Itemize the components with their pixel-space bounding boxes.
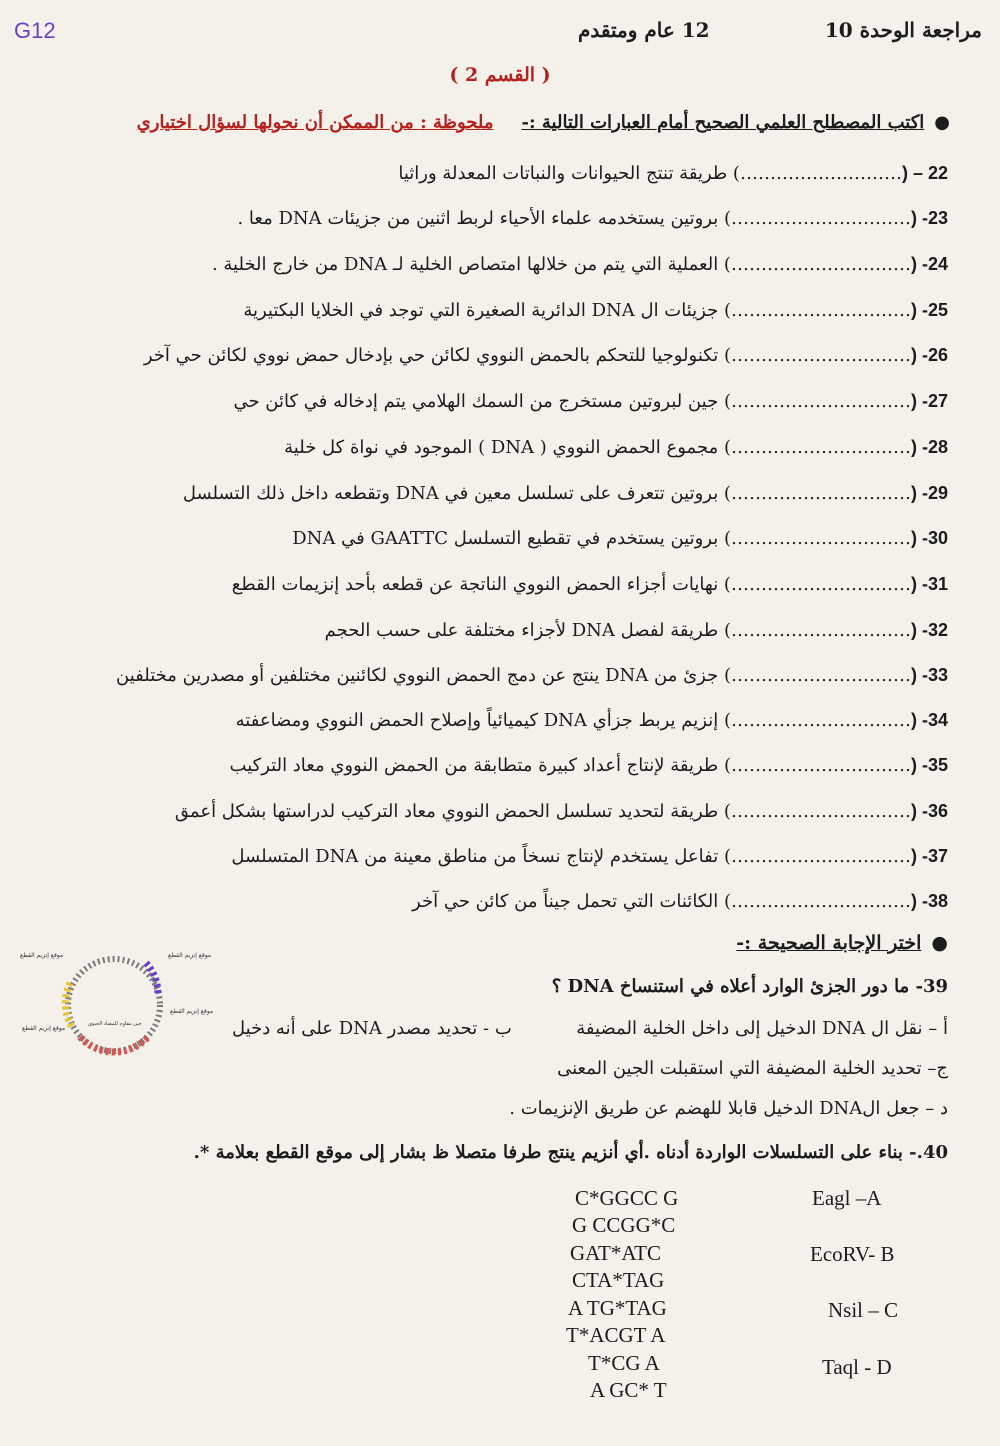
question-text: ) الكائنات التي تحمل جيناً من كائن حي آخر [412,891,731,912]
enzyme-a-bottom-strand: G CCGG*C [572,1213,676,1237]
question-number: 22 – ( [901,163,948,183]
question-text: ) مجموع الحمض النووي ( DNA ) الموجود في نواة كل خلية [284,437,731,458]
question-24 [212,249,948,279]
answer-blank: ………………………… [730,665,911,686]
question-number: 30- ( [910,528,948,548]
option-c: ج– تحديد الخلية المضيفة التي استقبلت الجين المعنى [557,1058,948,1079]
question-32 [325,615,948,645]
question-35 [230,750,948,780]
question-33 [116,660,948,690]
plasmid-yellow-segment [65,983,72,1027]
enzyme-a-top-strand: C*GGCC G [575,1186,679,1210]
instructions [137,112,950,133]
option-d: د – جعل الDNA الدخيل قابلا للهضم عن طريق الإنزيمات . [509,1098,948,1119]
enzyme-d-top-strand: T*CG A [588,1351,660,1375]
page-title: مراجعة الوحدة 10 [824,18,982,42]
question-text: ) جزيئات ال DNA الدائرية الصغيرة التي توجد في الخلايا البكتيرية [243,300,731,321]
bullet-icon: ● [934,112,950,133]
mcq-heading-text: اختر الإجابة الصحيحة :- [736,932,922,954]
answer-blank: ………………………… [730,300,911,321]
question-text: ) بروتين يستخدمه علماء الأحياء لربط اثنين من جزيئات DNA معا . [237,208,731,229]
answer-blank: ………………………… [730,254,911,275]
mcq-heading [736,932,948,954]
enzyme-c-top-strand: A TG*TAG [568,1296,667,1320]
question-text: ) طريقة لفصل DNA لأجزاء مختلفة على حسب الحجم [324,620,731,641]
question-30 [292,523,948,553]
question-34 [236,705,948,735]
question-number: 32- ( [910,620,948,640]
instruction-note: ملحوظة : من الممكن أن نحولها لسؤال اختياري [136,112,494,133]
answer-blank: ……………………… [739,163,902,184]
instruction-main: اكتب المصطلح العلمي الصحيح أمام العبارات التالية :- [521,112,925,133]
answer-blank: ………………………… [730,620,911,641]
option-a: أ – نقل ال DNA الدخيل إلى داخل الخلية المضيفة [576,1018,948,1039]
plasmid-label-left-top: موقع إنزيم القطع [20,952,64,959]
enzyme-b-bottom-strand: CTA*TAG [572,1268,665,1292]
question-22 [398,158,948,188]
question-number: 24- ( [910,254,948,274]
question-text: ) إنزيم يربط جزأي DNA كيميائياً وإصلاح الحمض النووي ومضاعفته [235,710,731,731]
question-number: 31- ( [910,574,948,594]
answer-blank: ………………………… [730,528,911,549]
answer-blank: ………………………… [730,483,911,504]
answer-blank: ………………………… [730,345,911,366]
answer-blank: ………………………… [730,208,911,229]
question-39: 39- ما دور الجزئ الوارد أعلاه في استنساخ DNA ؟ [551,976,948,997]
question-number: 23- ( [910,208,948,228]
question-number: 25- ( [910,300,948,320]
question-number: 27- ( [910,391,948,411]
option-b: ب - تحديد مصدر DNA على أنه دخيل [232,1018,512,1039]
question-31 [232,569,948,599]
plasmid-label-center: جين مقاوم للمضاد الحيوي [88,1021,142,1027]
question-37 [231,841,948,871]
grade-label: 12 عام ومتقدم [578,18,710,42]
question-text: ) تكنولوجيا للتحكم بالحمض النووي لكائن حي بإدخال حمض نووي لكائن حي آخر [143,345,731,366]
question-text: ) طريقة تنتج الحيوانات والنباتات المعدلة وراثيا [398,163,740,184]
question-text: ) بروتين تتعرف على تسلسل معين في DNA وتقطعه داخل ذلك التسلسل [182,483,731,504]
answer-blank: ………………………… [730,846,911,867]
question-number: 33- ( [910,665,948,685]
bullet-icon: ● [931,932,948,954]
question-25 [243,295,948,325]
answer-blank: ………………………… [730,710,911,731]
enzyme-d-name: Taql - D [822,1355,892,1379]
answer-blank: ………………………… [730,891,911,912]
answer-blank: ………………………… [730,437,911,458]
question-28 [284,432,948,462]
question-text: ) نهايات أجزاء الحمض النووي الناتجة عن قطعه بأحد إنزيمات القطع [231,574,731,595]
question-number: 37- ( [910,846,948,866]
plasmid-label-left: موقع إنزيم القطع [22,1025,66,1032]
question-text: ) طريقة لإنتاج أعداد كبيرة متطابقة من الحمض النووي معاد التركيب [229,755,731,776]
question-text: ) بروتين يستخدم في تقطيع التسلسل GAATTC في DNA [292,528,731,549]
question-number: 35- ( [910,755,948,775]
question-number: 29- ( [910,483,948,503]
question-text: ) جزئ من DNA ينتج عن دمج الحمض النووي لكائنين مختلفين أو مصدرين مختلفين [116,665,731,686]
question-number: 28- ( [910,437,948,457]
enzyme-c-name: Nsil – C [828,1298,899,1322]
enzyme-b-top-strand: GAT*ATC [570,1241,662,1265]
answer-blank: ………………………… [730,755,911,776]
question-text: ) طريقة لتحديد تسلسل الحمض النووي معاد التركيب لدراستها بشكل أعمق [174,801,731,822]
question-40: 40.- بناء على التسلسلات الواردة أدناه .أي أنزيم ينتج طرفا متصلا ظ بشار إلى موقع القطع بعلامة *. [193,1142,948,1163]
question-text: ) العملية التي يتم من خلالها امتصاص الخلية لـ DNA من خارج الخلية . [211,254,731,275]
question-text: ) تفاعل يستخدم لإنتاج نسخاً من مناطق معينة من DNA المتسلسل [231,846,731,867]
enzyme-d-bottom-strand: A GC* T [590,1378,667,1402]
question-number: 26- ( [910,345,948,365]
enzyme-b-name: EcoRV- B [810,1242,895,1266]
plasmid-label-right: موقع إنزيم القطع [170,1008,214,1015]
question-36 [175,796,948,826]
question-26 [144,340,948,370]
question-text: ) جين لبروتين مستخرج من السمك الهلامي يتم إدخاله في كائن حي [233,391,731,412]
question-29 [183,478,948,508]
enzyme-a-name: Eagl –A [812,1186,882,1210]
plasmid-red-segment [80,1037,148,1052]
answer-blank: ………………………… [730,801,911,822]
enzyme-c-bottom-strand: T*ACGT A [566,1323,666,1347]
plasmid-label-top: موقع إنزيم القطع [168,952,212,959]
question-number: 34- ( [910,710,948,730]
answer-blank: ………………………… [730,391,911,412]
question-38 [412,886,948,916]
plasmid-diagram [18,935,218,1075]
question-27 [233,386,948,416]
question-23 [237,203,948,233]
question-number: 36- ( [910,801,948,821]
section-title: ( القسم 2 ) [449,64,551,86]
question-number: 38- ( [910,891,948,911]
grade-corner-label: G12 [14,18,56,43]
answer-blank: ………………………… [730,574,911,595]
